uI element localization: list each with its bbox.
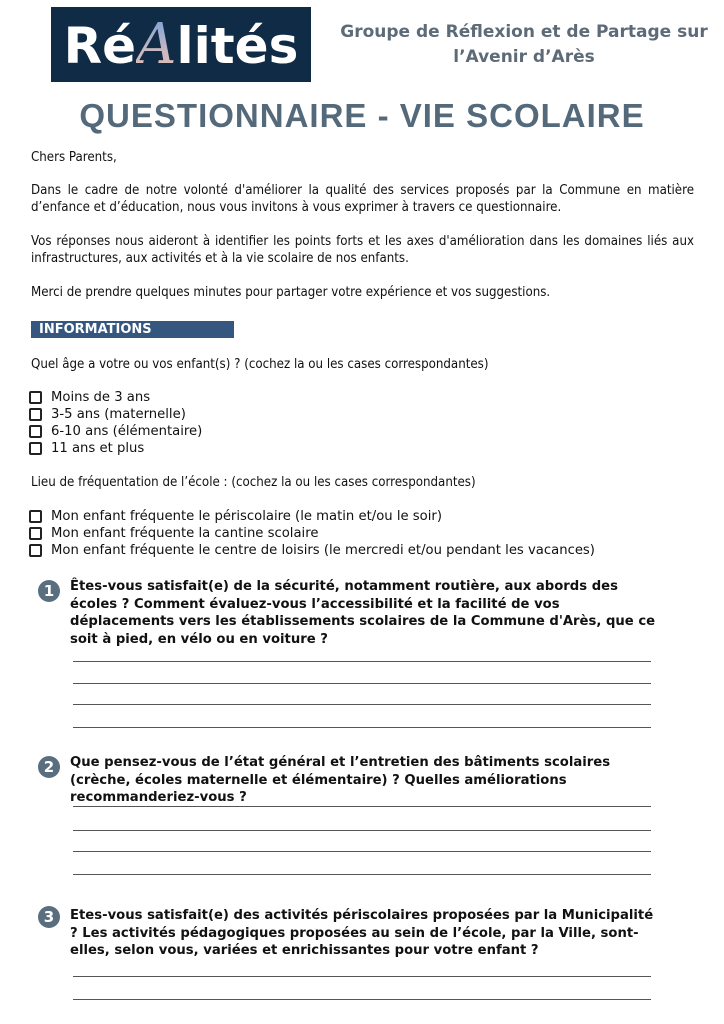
checkbox-icon[interactable] (29, 391, 42, 404)
place-question: Lieu de fréquentation de l’école : (cochez la ou les cases correspondantes) (31, 475, 476, 490)
place-option[interactable]: Mon enfant fréquente la cantine scolaire (29, 525, 595, 542)
answer-line[interactable] (73, 851, 651, 852)
question-3-text: Etes-vous satisfait(e) des activités périscolaires proposées par la Municipalité ? Les activités pédagogiques proposées au sein de l’école, par la Ville, sont-elles, selon vous, variées et enrichissantes pour votre enfant ? (70, 908, 654, 958)
question-number-badge: 2 (38, 756, 60, 778)
realites-logo (51, 7, 311, 82)
place-option[interactable]: Mon enfant fréquente le centre de loisirs (le mercredi et/ou pendant les vacances) (29, 542, 595, 559)
age-option[interactable]: 3-5 ans (maternelle) (29, 406, 202, 423)
answer-line[interactable] (73, 976, 651, 977)
checkbox-icon[interactable] (29, 527, 42, 540)
age-question: Quel âge a votre ou vos enfant(s) ? (cochez la ou les cases correspondantes) (31, 357, 489, 372)
checkbox-icon[interactable] (29, 544, 42, 557)
checkbox-icon[interactable] (29, 425, 42, 438)
answer-line[interactable] (73, 661, 651, 662)
checkbox-icon[interactable] (29, 408, 42, 421)
answer-line[interactable] (73, 683, 651, 684)
answer-line[interactable] (73, 727, 651, 728)
age-option[interactable]: 6-10 ans (élémentaire) (29, 423, 202, 440)
intro-paragraph-2: Vos réponses nous aideront à identifier les points forts et les axes d'amélioration dans les domaines liés aux infrastructures, aux activités et à la vie scolaire de nos enfants. (31, 234, 694, 266)
question-number-badge: 3 (38, 906, 60, 928)
intro-paragraph-1: Dans le cadre de notre volonté d'améliorer la qualité des services proposés par la Commune en matière d’enfance et d’éducation, nous vous invitons à vous exprimer à travers ce questionnaire. (31, 183, 694, 215)
question-2-text: Que pensez-vous de l’état général et l’entretien des bâtiments scolaires (crèche, écoles maternelle et élémentaire) ? Quelles améliorations recommanderiez-vous ? (70, 755, 611, 805)
intro-paragraph-3: Merci de prendre quelques minutes pour partager votre expérience et vos suggestions. (31, 285, 551, 300)
answer-line[interactable] (73, 704, 651, 705)
page-title: QUESTIONNAIRE - VIE SCOLAIRE (79, 97, 645, 134)
place-options (29, 508, 595, 559)
age-option[interactable]: Moins de 3 ans (29, 389, 202, 406)
answer-line[interactable] (73, 999, 651, 1000)
section-header-general-info: INFORMATIONS GENERALES (31, 321, 234, 338)
question-number-badge: 1 (38, 580, 60, 602)
checkbox-icon[interactable] (29, 442, 42, 455)
age-option[interactable]: 11 ans et plus (29, 440, 202, 457)
checkbox-icon[interactable] (29, 510, 42, 523)
logo-text: RéAlités (63, 11, 299, 77)
age-options (29, 389, 202, 457)
question-1-text: Êtes-vous satisfait(e) de la sécurité, notamment routière, aux abords des écoles ? Comment évaluez-vous l’accessibilité et la facilité de vos déplacements vers les établissements scolaires de la Commune d'Arès, que ce soit à pied, en vélo ou en voiture ? (70, 579, 656, 647)
group-title: Groupe de Réflexion et de Partage sur l’Avenir d’Arès (340, 22, 708, 67)
answer-line[interactable] (73, 830, 651, 831)
place-option[interactable]: Mon enfant fréquente le périscolaire (le matin et/ou le soir) (29, 508, 595, 525)
greeting: Chers Parents, (31, 150, 117, 165)
answer-line[interactable] (73, 806, 651, 807)
answer-line[interactable] (73, 874, 651, 875)
